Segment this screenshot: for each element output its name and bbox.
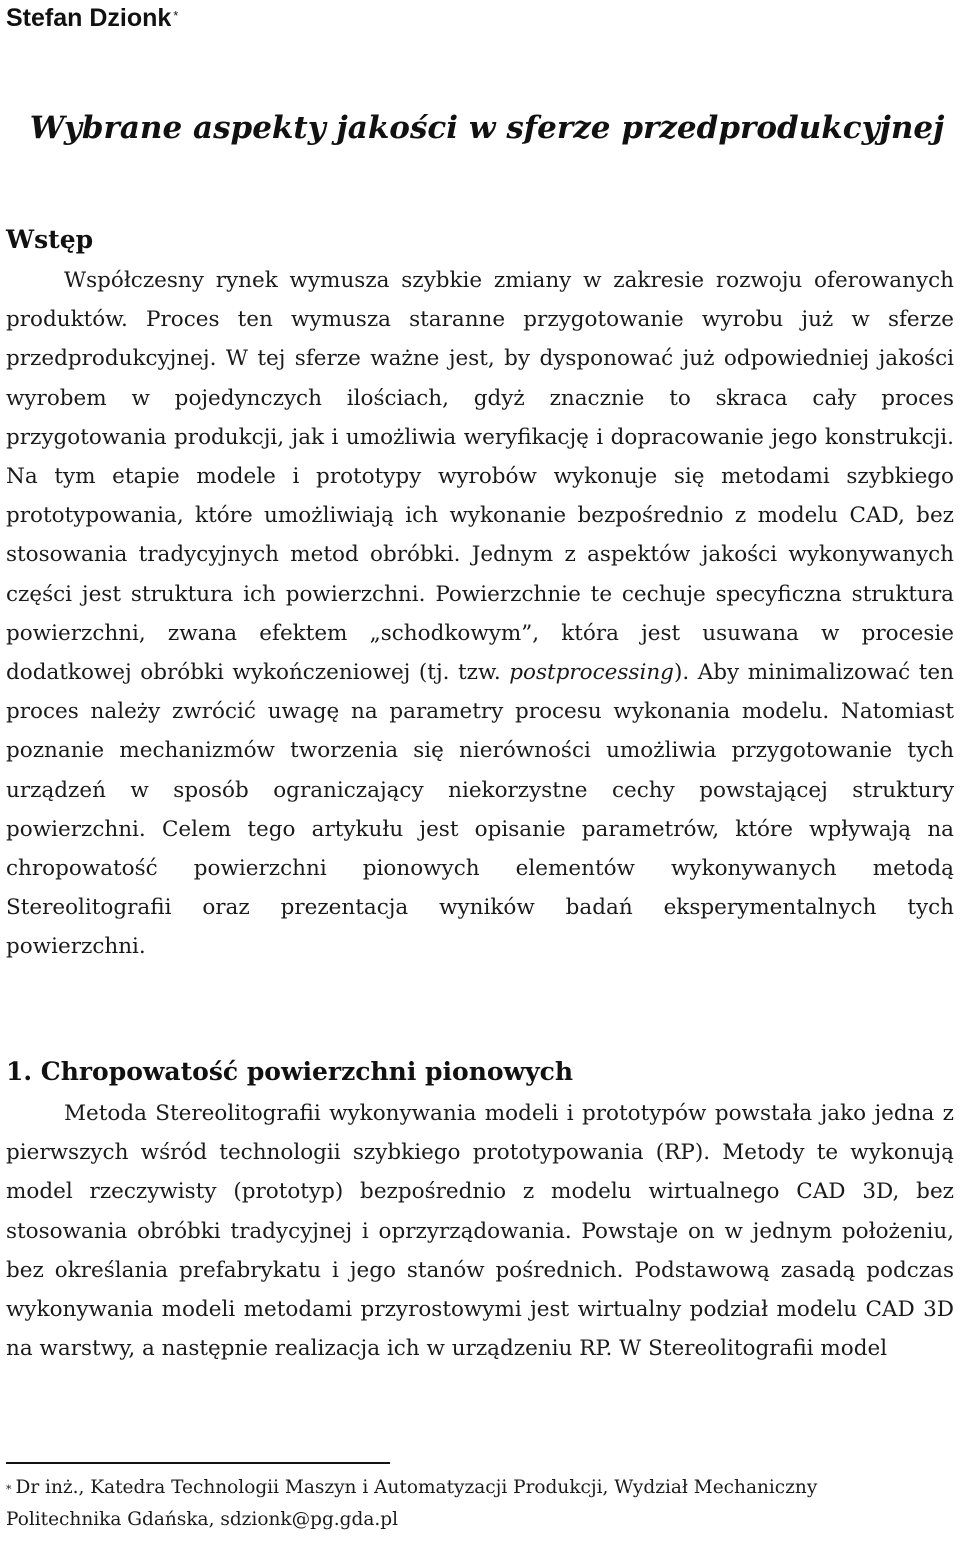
intro-text-part-a: Współczesny rynek wymusza szybkie zmiany w zakresie rozwoju oferowanych produktów. Proces ten wymusza staranne przygotowanie wyrobu już w sferze przedprodukcyjnej. W tej sferze ważne jest, by dysponować już odpowiedniej jakości wyrobem w pojedynczych ilościach, gdyż znacznie to skraca cały proces przygotowania produkcji, jak i umożliwia weryfikację i dopracowanie jego konstrukcji. Na tym etapie modele i prototypy wyrobów wykonuje się metodami szybkiego prototypowania, które umożliwiają ich wykonanie bezpośrednio z modelu CAD, bez stosowania tradycyjnych metod obróbki. Jednym z aspektów jakości wykonywanych części jest struktura ich powierzchni. Powierzchnie te cechuje specyficzna struktura powierzchni, zwana efektem „schodkowym”, która jest usuwana w procesie dodatkowej obróbki wykończeniowej (tj. tzw. bbox=[6, 268, 954, 686]
footnote-divider bbox=[6, 1462, 390, 1464]
intro-paragraph bbox=[6, 261, 954, 967]
footnote-line-1 bbox=[6, 1472, 954, 1504]
section-1-heading: 1. Chropowatość powierzchni pionowych bbox=[6, 1057, 573, 1086]
author-name-text: Stefan Dzionk bbox=[6, 4, 172, 32]
author-footnote-mark[interactable]: * bbox=[173, 8, 179, 23]
section-1-paragraph: Metoda Stereolitografii wykonywania modeli i prototypów powstała jako jedna z pierwszych wśród technologii szybkiego prototypowania (RP). Metody te wykonują model rzeczywisty (prototyp) bezpośrednio z modelu wirtualnego CAD 3D, bez stosowania obróbki tradycyjnej i oprzyrządowania. Powstaje on w jednym położeniu, bez określania prefabrykatu i jego stanów pośrednich. Podstawową zasadą podczas wykonywania modeli metodami przyrostowymi jest wirtualny podział modelu CAD 3D na warstwy, a następnie realizacja ich w urządzeniu RP. W Stereolitografii model bbox=[6, 1101, 954, 1362]
footnote bbox=[6, 1472, 954, 1536]
footnote-line-1-text: Dr inż., Katedra Technologii Maszyn i Automatyzacji Produkcji, Wydział Mechaniczny bbox=[15, 1477, 818, 1498]
article-title: Wybrane aspekty jakości w sferze przedprodukcyjnej bbox=[29, 110, 945, 146]
author-name bbox=[6, 2, 178, 34]
intro-text-part-b: ). Aby minimalizować ten proces należy zwrócić uwagę na parametry procesu wykonania modelu. Natomiast poznanie mechanizmów tworzenia się nierówności umożliwia przygotowanie tych urządzeń w sposób ograniczający niekorzystne cechy powstającej struktury powierzchni. Celem tego artykułu jest opisanie parametrów, które wpływają na chropowatość powierzchni pionowych elementów wykonywanych metodą Stereolitografii oraz prezentacja wyników badań eksperymentalnych tych powierzchni. bbox=[6, 660, 954, 960]
footnote-mark: * bbox=[6, 1483, 12, 1496]
footnote-line-2: Politechnika Gdańska, sdzionk@pg.gda.pl bbox=[6, 1509, 399, 1530]
intro-heading: Wstęp bbox=[6, 225, 94, 254]
intro-text-italic: postprocessing bbox=[509, 660, 674, 686]
